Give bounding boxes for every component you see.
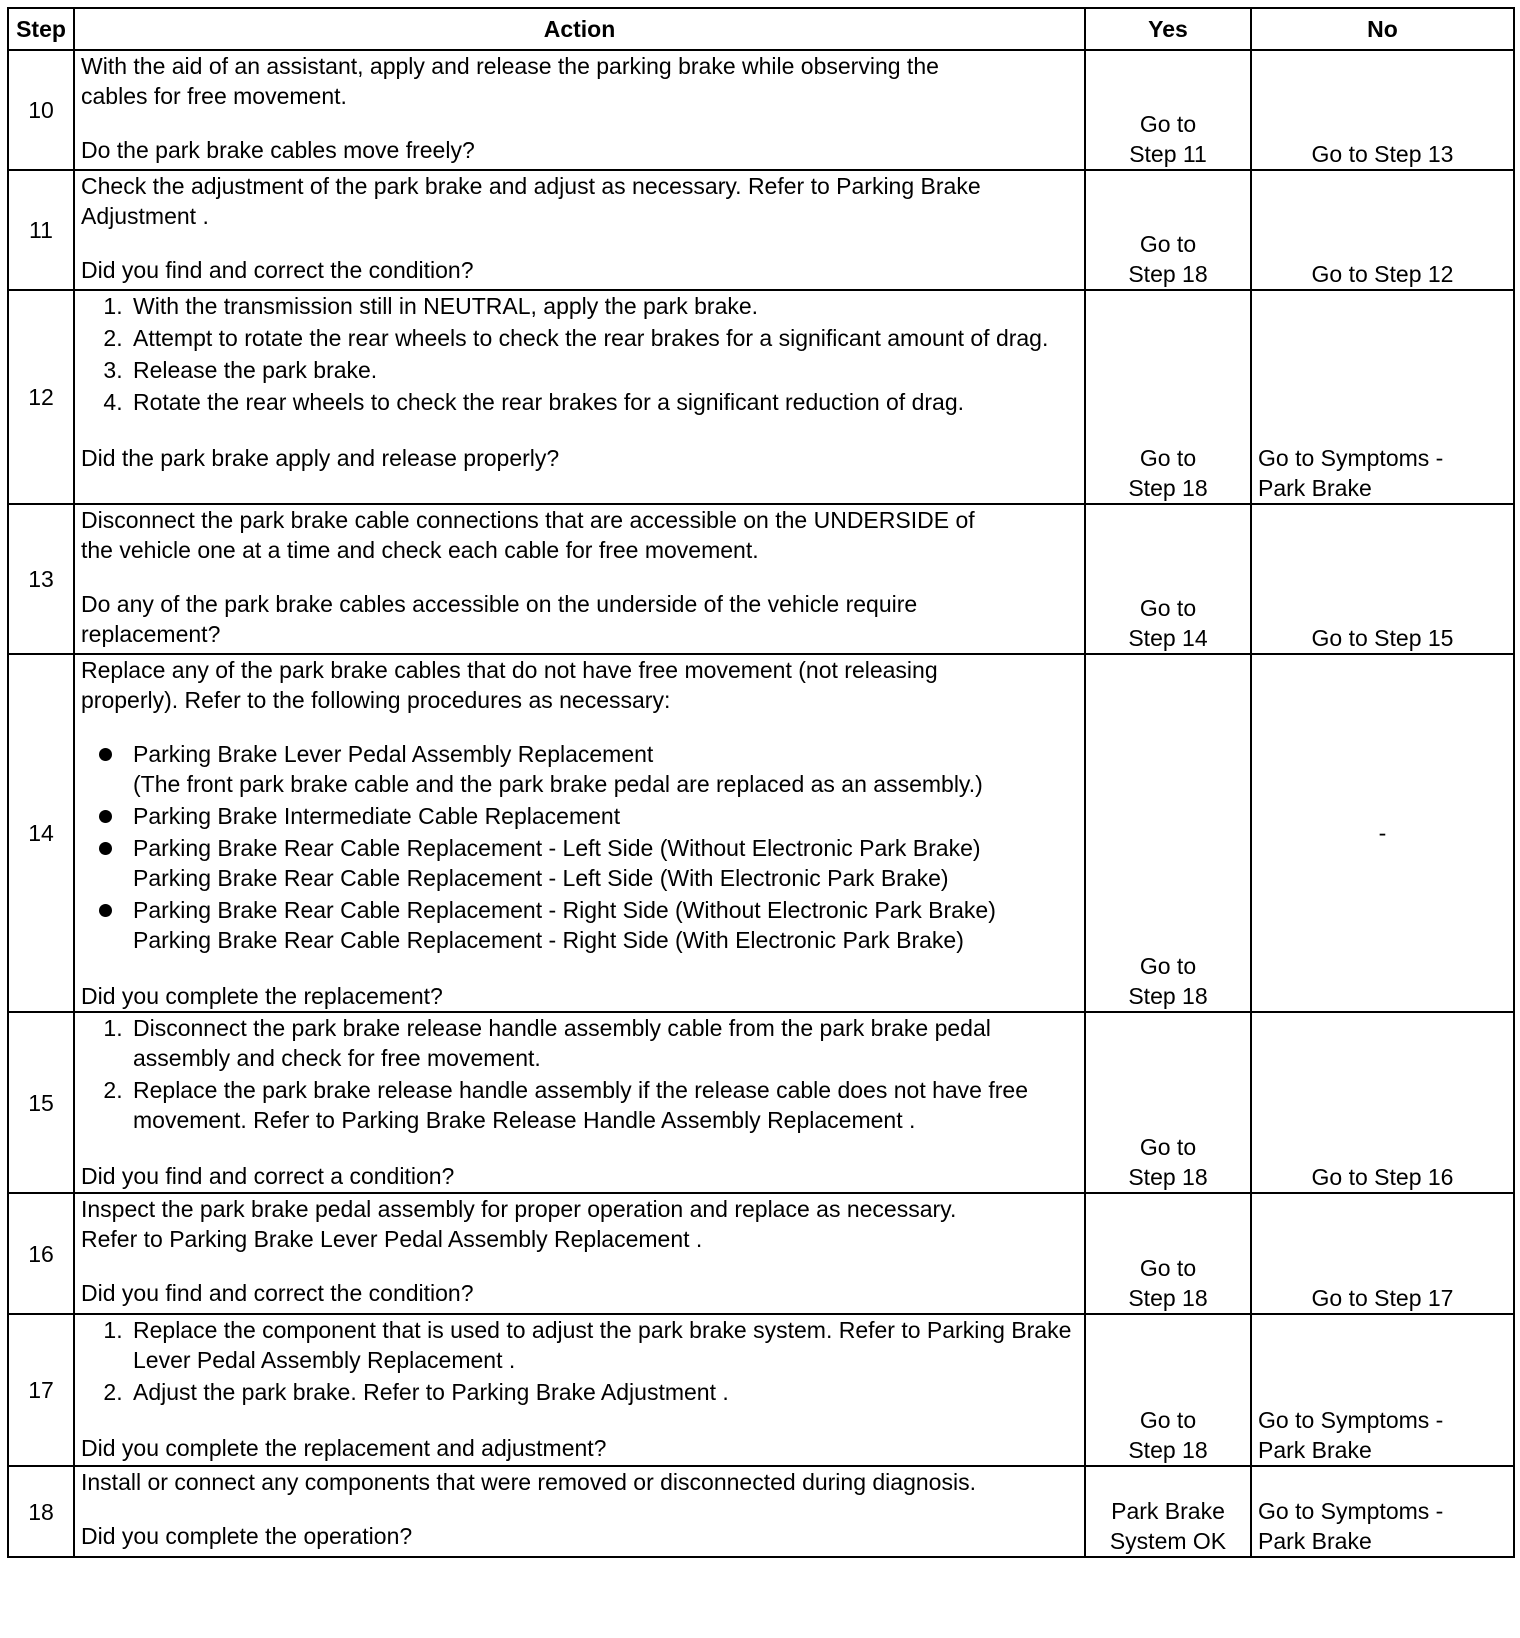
bullet-icon xyxy=(99,748,112,761)
action-text: Inspect the park brake pedal assembly for proper operation and replace as necessary. Refer to Parking Brake Lever Pedal Assembly Replacement . xyxy=(81,1196,957,1252)
table-row xyxy=(8,654,1514,1012)
action-text: Check the adjustment of the park brake and adjust as necessary. Refer to Parking Brake Adjustment . xyxy=(81,173,981,229)
header-action: Action xyxy=(74,8,1085,50)
list-item xyxy=(129,895,1078,955)
table-row xyxy=(8,1314,1514,1466)
action-question: Do any of the park brake cables accessible on the underside of the vehicle require replacement? xyxy=(81,591,918,647)
yes-result: Go to Step 18 xyxy=(1085,654,1251,1012)
action-question: Did you complete the operation? xyxy=(81,1523,413,1549)
step-number: 15 xyxy=(8,1012,74,1193)
yes-result: Go to Step 18 xyxy=(1085,1012,1251,1193)
step-number: 18 xyxy=(8,1466,74,1557)
procedure-link: Parking Brake Lever Pedal Assembly Replacement xyxy=(133,741,654,767)
action-text: Replace any of the park brake cables that do not have free movement (not releasing properly). Refer to the following procedures as necessary: xyxy=(81,657,938,713)
yes-result: Go to Step 18 xyxy=(1085,1314,1251,1466)
list-item: 4. Rotate the rear wheels to check the rear brakes for a significant reduction of drag. xyxy=(129,387,1078,417)
list-item: 2. Replace the park brake release handle assembly if the release cable does not have free movement. Refer to Parking Brake Release Handle Assembly Replacement . xyxy=(129,1075,1078,1135)
table-row xyxy=(8,1193,1514,1314)
yes-result: Park Brake System OK xyxy=(1085,1466,1251,1557)
action-cell xyxy=(74,1012,1085,1193)
table-row xyxy=(8,1466,1514,1557)
action-cell xyxy=(74,290,1085,504)
bullet-icon xyxy=(99,810,112,823)
list-item: 1. Replace the component that is used to adjust the park brake system. Refer to Parking Brake Lever Pedal Assembly Replacement . xyxy=(129,1315,1078,1375)
bullet-icon xyxy=(99,904,112,917)
list-item xyxy=(129,833,1078,893)
yes-result: Go to Step 14 xyxy=(1085,504,1251,654)
list-item: 1. Disconnect the park brake release handle assembly cable from the park brake pedal assembly and check for free movement. xyxy=(129,1013,1078,1073)
list-item: 2. Attempt to rotate the rear wheels to check the rear brakes for a significant amount of drag. xyxy=(129,323,1078,353)
procedure-link: Parking Brake Rear Cable Replacement - Left Side (With Electronic Park Brake) xyxy=(133,865,949,891)
list-item xyxy=(129,801,1078,831)
yes-result: Go to Step 18 xyxy=(1085,290,1251,504)
action-question: Did you find and correct the condition? xyxy=(81,1280,474,1306)
action-question: Did you complete the replacement? xyxy=(81,983,443,1009)
bullet-list xyxy=(81,739,1078,955)
yes-result: Go to Step 11 xyxy=(1085,50,1251,170)
numbered-list xyxy=(81,291,1078,417)
no-result: Go to Step 16 xyxy=(1251,1012,1514,1193)
step-number: 13 xyxy=(8,504,74,654)
no-result: - xyxy=(1251,654,1514,1012)
step-number: 14 xyxy=(8,654,74,1012)
action-question: Did you complete the replacement and adjustment? xyxy=(81,1435,607,1461)
action-question: Did you find and correct the condition? xyxy=(81,257,474,283)
header-step: Step xyxy=(8,8,74,50)
table-row xyxy=(8,170,1514,290)
list-item xyxy=(129,739,1078,799)
action-question: Do the park brake cables move freely? xyxy=(81,137,475,163)
no-result: Go to Step 17 xyxy=(1251,1193,1514,1314)
no-result: Go to Symptoms - Park Brake xyxy=(1251,290,1514,504)
header-yes: Yes xyxy=(1085,8,1251,50)
step-number: 16 xyxy=(8,1193,74,1314)
step-number: 11 xyxy=(8,170,74,290)
action-cell xyxy=(74,1466,1085,1557)
numbered-list xyxy=(81,1013,1078,1135)
yes-result: Go to Step 18 xyxy=(1085,170,1251,290)
header-row xyxy=(8,8,1514,50)
no-result: Go to Symptoms - Park Brake xyxy=(1251,1466,1514,1557)
list-item: 3. Release the park brake. xyxy=(129,355,1078,385)
procedure-link: Parking Brake Rear Cable Replacement - Right Side (Without Electronic Park Brake) xyxy=(133,897,996,923)
action-text: Disconnect the park brake cable connections that are accessible on the UNDERSIDE of the vehicle one at a time and check each cable for free movement. xyxy=(81,507,975,563)
action-question: Did you find and correct a condition? xyxy=(81,1163,455,1189)
action-cell xyxy=(74,504,1085,654)
header-no: No xyxy=(1251,8,1514,50)
no-result: Go to Step 13 xyxy=(1251,50,1514,170)
action-cell xyxy=(74,170,1085,290)
action-cell xyxy=(74,50,1085,170)
procedure-link: Parking Brake Intermediate Cable Replacement xyxy=(133,803,621,829)
list-item: 2. Adjust the park brake. Refer to Parking Brake Adjustment . xyxy=(129,1377,1078,1407)
numbered-list xyxy=(81,1315,1078,1407)
action-text: Install or connect any components that were removed or disconnected during diagnosis. xyxy=(81,1469,976,1495)
table-row xyxy=(8,504,1514,654)
action-cell xyxy=(74,1193,1085,1314)
step-number: 12 xyxy=(8,290,74,504)
action-cell xyxy=(74,654,1085,1012)
procedure-link: Parking Brake Rear Cable Replacement - Left Side (Without Electronic Park Brake) xyxy=(133,835,981,861)
diagnostic-table xyxy=(7,7,1515,1558)
list-item: 1. With the transmission still in NEUTRAL, apply the park brake. xyxy=(129,291,1078,321)
procedure-note: (The front park brake cable and the park brake pedal are replaced as an assembly.) xyxy=(133,771,983,797)
step-number: 10 xyxy=(8,50,74,170)
action-cell xyxy=(74,1314,1085,1466)
procedure-link: Parking Brake Rear Cable Replacement - Right Side (With Electronic Park Brake) xyxy=(133,927,964,953)
bullet-icon xyxy=(99,842,112,855)
table-row xyxy=(8,50,1514,170)
action-question: Did the park brake apply and release properly? xyxy=(81,445,560,471)
table-row xyxy=(8,290,1514,504)
action-text: With the aid of an assistant, apply and release the parking brake while observing the cables for free movement. xyxy=(81,53,939,109)
no-result: Go to Step 12 xyxy=(1251,170,1514,290)
step-number: 17 xyxy=(8,1314,74,1466)
no-result: Go to Symptoms - Park Brake xyxy=(1251,1314,1514,1466)
table-row xyxy=(8,1012,1514,1193)
no-result: Go to Step 15 xyxy=(1251,504,1514,654)
yes-result: Go to Step 18 xyxy=(1085,1193,1251,1314)
